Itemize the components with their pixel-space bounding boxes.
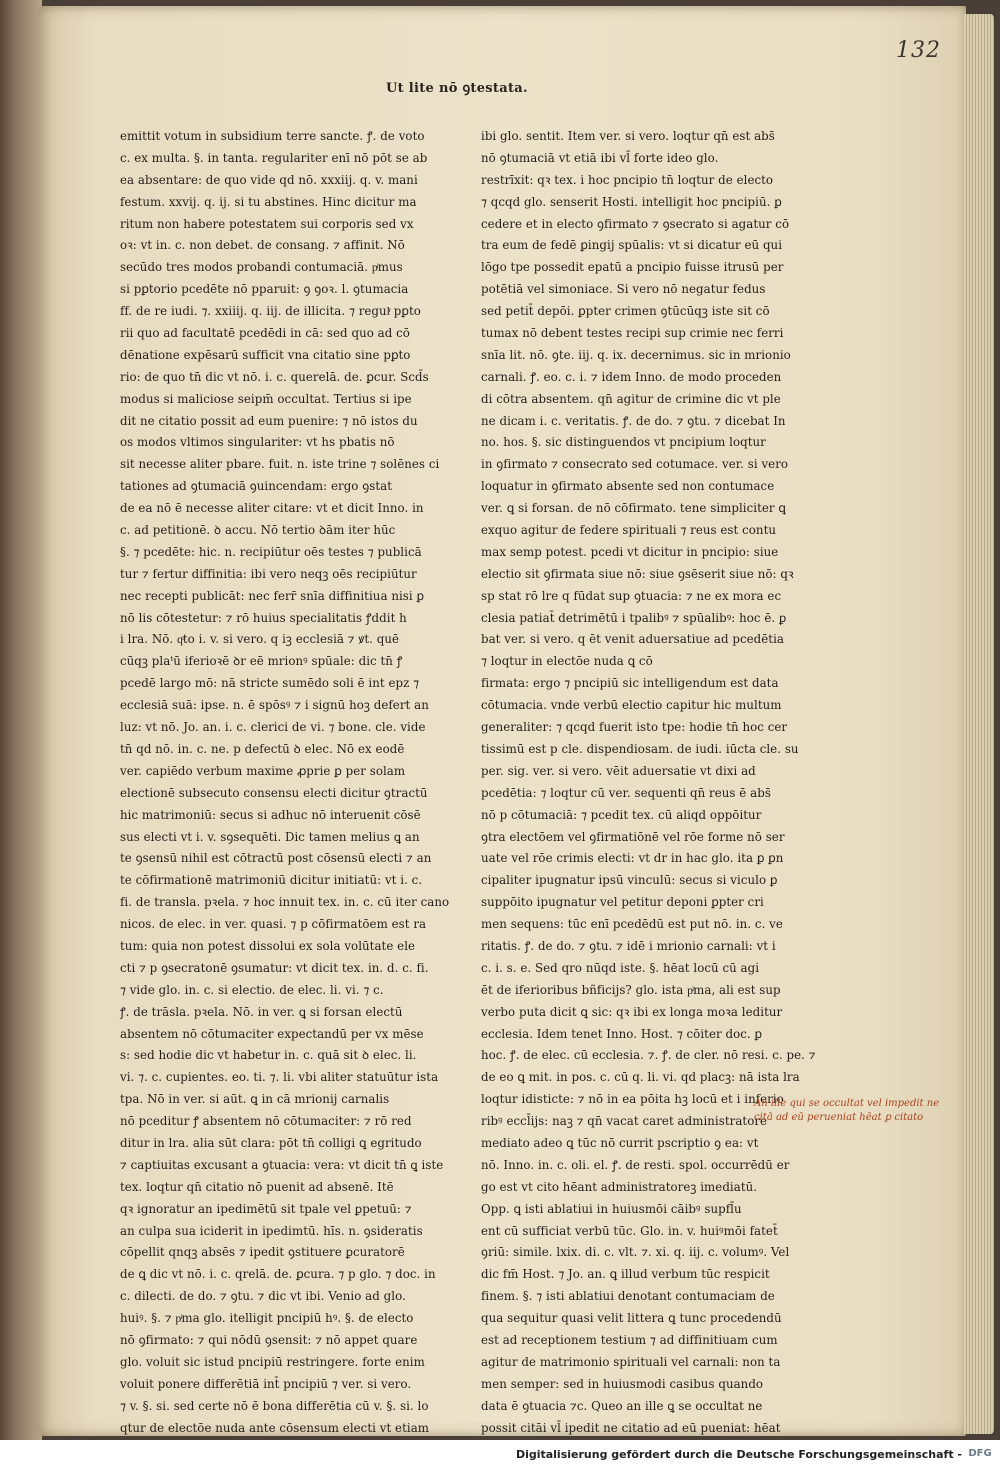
text-line: vi. ⁊. c. cupientes. eo. ti. ⁊. li. vbi aliter statuūtur ista	[120, 1070, 439, 1085]
text-line: luz: vt nō. Jo. an. i. c. clerici de vi. ⁊ bone. cle. vide	[120, 720, 426, 735]
text-line: sit necesse aliter pbare. fuit. n. iste trine ⁊ solēnes ci	[120, 457, 440, 472]
text-line: ecclesia. Idem tenet Inno. Host. ⁊ cōiter doc. ꝑ	[481, 1026, 763, 1041]
text-line: i lra. Nō. qͦto i. v. si vero. q iꝫ ecclesiā ⁊ ꝟt. quē	[120, 632, 400, 647]
text-line: si pꝑtorio pcedēte nō pparuit: ꝯ ꝯoꝛ. l. ꝯtumacia	[120, 282, 409, 297]
text-line: restrīxit: qꝛ tex. i hoc pncipio tn̄ loqtur de electo	[481, 172, 774, 187]
text-line: data ē ꝯtuacia ⁊c. Queo an ille ꝗ se occultat ne	[481, 1398, 763, 1413]
text-line: emittit votum in subsidium terre sancte. ꝭ. de voto	[120, 129, 425, 143]
text-line: de eo ꝗ mit. in pos. c. cū q. li. vi. qd placꝫ: nā ista lra	[481, 1070, 800, 1085]
text-line: §. ⁊ pcedēte: hic. n. recipiūtur oēs testes ⁊ publicā	[120, 544, 422, 559]
text-line: suppōito ipugnatur vel petitur deponi ꝑpter cri	[481, 895, 764, 910]
text-line: est ad receptionem testium ⁊ ad diffinitiuam cum	[481, 1332, 778, 1347]
text-line: electio sit ꝯfirmata siue nō: siue ꝯsēserit siue nō: qꝛ	[481, 566, 794, 581]
funding-credit: Digitalisierung gefördert durch die Deutsche Forschungsgemeinschaft -	[515, 1448, 962, 1461]
text-line: rio: de quo tn̄ dic vt nō. i. c. querelā. de. ꝑcur. Scd̄s	[120, 369, 429, 384]
text-line: hoc. ꝭ. de elec. cū ecclesia. ⁊. ꝭ. de cler. nō resi. c. pe. ⁊	[481, 1048, 816, 1063]
text-line: ent cū sufficiat verbū tūc. Glo. in. v. huiꝰmōi fatet̄	[481, 1223, 778, 1238]
text-line: ff. de re iudi. ⁊. xxiiij. q. iij. de illicita. ⁊ regulͬ pꝑto	[120, 304, 421, 319]
text-line: os modos vltimos singulariter: vt hs pbatis nō	[120, 435, 395, 450]
text-line: sed petit̄ depōi. ꝑpter crimen ꝯtūcūqꝫ iste sit cō	[481, 304, 770, 319]
text-line: modus si maliciose seipm̄ occultat. Tertius si ipe	[120, 391, 412, 406]
text-line: ritatis. ꝭ. de do. ⁊ ꝯtu. ⁊ idē i mrionio carnali: vt i	[481, 938, 776, 953]
text-line: no. hos. §. sic distinguendos vt pncipium loqtur	[481, 435, 766, 450]
marginal-note	[754, 1097, 986, 1125]
text-line: cedere et in electo ꝯfirmato ⁊ ꝯsecrato si agatur cō	[481, 216, 790, 231]
text-line: ēt de iferioribus bñficijs? glo. ista pͥma, ali est sup	[481, 982, 781, 997]
text-line: te ꝯsensū nihil est cōtractū post cōsensū electi ⁊ an	[120, 851, 432, 866]
text-line: pcedētia: ⁊ loqtur cū ver. sequenti qn̄ reus ē abs̄	[481, 785, 771, 800]
text-line: ne dicam i. c. veritatis. ꝭ. de do. ⁊ ꝯtu. ⁊ dicebat In	[481, 413, 786, 428]
text-line: pcedē largo mō: nā stricte sumēdo soli ē int epz ⁊	[120, 676, 420, 691]
text-line: ⁊ captiuitas excusant a ꝯtuacia: vera: vt dicit tn̄ ꝗ iste	[120, 1157, 444, 1172]
text-line: nō pceditur ꝭ absentem nō cōtumaciter: ⁊ rō red	[120, 1114, 412, 1129]
text-line: men sequens: tūc enī pcedēdū est put nō. in. c. ve	[481, 917, 783, 932]
text-line: lōgo tpe possedit epatū a pncipio fuisse itrusū per	[481, 260, 784, 275]
page-stack-edge	[964, 14, 994, 1434]
text-line: loquatur in ꝯfirmato absente sed non contumace	[481, 479, 775, 494]
text-line: cōtumacia. vnde verbū electio capitur hic multum	[481, 698, 782, 713]
text-line: de ꝗ dic vt nō. i. c. qrelā. de. ꝑcura. ⁊ p glo. ⁊ doc. in	[120, 1267, 436, 1282]
text-line: men semper: sed in huiusmodi casibus quando	[481, 1376, 764, 1391]
text-line: ecclesiā suā: ipse. n. ē spōsꝰ ⁊ i signū hoꝫ defert an	[120, 698, 429, 713]
text-line: ditur in lra. alia sūt clara: pōt tn̄ colligi ꝗ egritudo	[120, 1135, 422, 1150]
text-line: ⁊ vide glo. in. c. si electio. de elec. li. vi. ⁊ c.	[120, 982, 384, 997]
text-line: nō ꝯfirmato: ⁊ qui nōdū ꝯsensit: ⁊ nō appet quare	[120, 1332, 418, 1347]
text-line: ribꝰ eccl̄ijs: naꝫ ⁊ qn̄ vacat caret administratore	[481, 1114, 768, 1129]
left-text-column	[120, 126, 450, 1439]
text-line: dēnatione expēsarū sufficit vna citatio sine pꝑto	[120, 347, 411, 362]
text-line: oꝛ: vt in. c. non debet. de consang. ⁊ affinit. Nō	[120, 238, 405, 253]
text-line: ꝯtra electōem vel ꝯfirmatiōnē vel rōe forme nō ser	[481, 829, 785, 844]
text-line: glo. voluit sic istud pncipiū restringere. forte enim	[120, 1354, 425, 1369]
folio-number: 132	[896, 38, 941, 63]
text-line: sus electi vt i. v. sꝯsequēti. Dic tamen melius ꝗ an	[120, 829, 420, 844]
text-line: tpa. Nō in ver. si aūt. ꝗ in cā mrionij carnalis	[120, 1092, 390, 1107]
book-binding-edge	[0, 0, 42, 1440]
text-line: max semp potest. pcedi vt dicitur in pncipio: siue	[481, 544, 779, 559]
text-line: dic fm̄ Host. ⁊ Jo. an. ꝗ illud verbum tūc respicit	[481, 1267, 770, 1282]
text-line: ver. capiēdo verbum maxime ꝓprie ꝑ per solam	[120, 763, 406, 778]
text-line: ꝭ. de trāsla. pꝛela. Nō. in ver. ꝗ si forsan electū	[120, 1004, 403, 1019]
text-line: nō p cōtumaciā: ⁊ pcedit tex. cū aliqd oppōitur	[481, 807, 762, 822]
text-line: tationes ad ꝯtumaciā ꝯuincendam: ergo ꝯstat	[120, 479, 392, 494]
text-line: cūqꝫ plaᵗū iferioꝛē ꝺr eē mrionꝰ spūale: dic tn̄ ꝭ	[120, 654, 403, 669]
text-line: firmata: ergo ⁊ pncipiū sic intelligendum est data	[481, 676, 779, 691]
text-line: festum. xxvij. q. ij. si tu abstines. Hinc dicitur ma	[120, 194, 417, 209]
text-line: ver. ꝗ si forsan. de nō cōfirmato. tene simpliciter ꝗ	[481, 501, 786, 516]
text-line: s: sed hodie dic vt habetur in. c. quā sit ꝺ elec. li.	[120, 1048, 417, 1063]
right-text-column	[481, 126, 816, 1439]
text-line: de ea nō ē necesse aliter citare: vt et dicit Inno. in	[120, 501, 424, 516]
text-line: mediato adeo ꝗ tūc nō currit pscriptio ꝯ ea: vt	[481, 1135, 759, 1150]
text-line: secūdo tres modos probandi contumaciā. pͥmus	[120, 260, 403, 275]
text-line: ritum non habere potestatem sui corporis sed vx	[120, 216, 414, 231]
text-line: finem. §. ⁊ isti ablatiui denotant contumaciam de	[481, 1289, 775, 1304]
text-line: tum: quia non potest dissolui ex sola volūtate ele	[120, 938, 416, 953]
text-line: huiꝰ. §. ⁊ pͥma glo. itelligit pncipiū hꝰ. §. de electo	[120, 1311, 414, 1326]
text-line: ꝯriū: simile. lxix. di. c. vlt. ⁊. xi. q. iij. c. volumꝰ. Vel	[481, 1245, 790, 1260]
marginal-note-line: citā ad eū perueniat hēat ꝑ citato	[754, 1112, 924, 1123]
text-line: qꝛ ignoratur an ipedimētū sit tpale vel ꝑpetuū: ⁊	[120, 1201, 412, 1216]
text-line: tra eum de fedē ꝑingij spūalis: vt si dicatur eū qui	[481, 238, 783, 253]
text-line: ea absentare: de quo vide qd nō. xxxiij. q. v. mani	[120, 172, 418, 187]
text-line: nicos. de elec. in ver. quasi. ⁊ p cōfirmatōem est ra	[120, 917, 427, 932]
text-line: c. ad petitionē. ꝺ accu. Nō tertio ꝺām iter hūc	[120, 523, 396, 538]
text-line: hic matrimoniū: secus si adhuc nō interuenit cōsē	[120, 807, 421, 822]
text-line: nō lis cōtestetur: ⁊ rō huius specialitatis ꝭddit h	[120, 610, 407, 625]
text-line: cipaliter ipugnatur ipsū vinculū: secus si viculo ꝑ	[481, 873, 778, 888]
text-line: nō. Inno. in. c. oli. el. ꝭ. de resti. spol. occurrēdū er	[481, 1157, 790, 1172]
text-line: nō ꝯtumaciā vt etiā ibi vl̄ forte ideo glo.	[481, 150, 719, 165]
text-line: Opp. ꝗ isti ablatiui in huiusmōi cāibꝰ supfl̄u	[481, 1201, 742, 1216]
text-line: dit ne citatio possit ad eum puenire: ⁊ nō istos du	[120, 413, 418, 428]
text-line: generaliter: ⁊ qcqd fuerit isto tpe: hodie tn̄ hoc cer	[481, 720, 788, 735]
text-line: tex. loqtur qn̄ citatio nō puenit ad absenē. Itē	[120, 1179, 394, 1194]
text-line: potētiā vel simoniace. Si vero nō negatur fedus	[481, 282, 766, 297]
running-head: Ut lite nō ꝯtestata.	[386, 81, 528, 96]
text-line: clesia patiat̄ detrimētū i tpalibꝰ ⁊ spūalibꝰ: hoc ē. ꝑ	[481, 610, 787, 625]
text-line: absentem nō cōtumaciter expectandū per vx mēse	[120, 1026, 424, 1041]
text-line: tumax nō debent testes recipi sup crimie nec ferri	[481, 326, 784, 341]
text-line: loqtur idisticte: ⁊ nō in ea pōita hꝫ locū et i inferio	[481, 1092, 784, 1107]
text-line: c. dilecti. de do. ⁊ ꝯtu. ⁊ dic vt ibi. Venio ad glo.	[120, 1289, 406, 1304]
footer-bar	[0, 1440, 1000, 1469]
text-line: nec recepti publicāt: nec ferr̄ snīa diffinitiua nisi ꝑ	[120, 588, 425, 603]
text-line: c. i. s. e. Sed qro nūqd iste. §. hēat locū cū agi̇	[481, 960, 760, 975]
text-line: c. ex multa. §. in tanta. regulariter enī nō pōt se ab	[120, 150, 428, 165]
text-line: ⁊ v. §. si. sed certe nō ē bona differētia cū v. §. si. lo	[120, 1398, 429, 1413]
text-line: fi. de transla. pꝛela. ⁊ hoc innuit tex. in. c. cū iter cano	[120, 895, 450, 910]
text-line: ⁊ loqtur in electōe nuda ꝗ cō	[481, 654, 653, 669]
text-line: tur ⁊ fertur diffinitia: ibi vero neqꝫ oēs recipiūtur	[120, 566, 417, 581]
text-line: cti ⁊ p ꝯsecratonē ꝯsumatur: vt dicit tex. in. d. c. fi.	[120, 960, 429, 975]
text-line: carnali. ꝭ. eo. c. i. ⁊ idem Inno. de modo proceden	[481, 369, 782, 384]
text-line: agitur de matrimonio spirituali vel carnali: non ta	[481, 1354, 781, 1369]
dfg-logo: DFG	[968, 1448, 992, 1459]
text-line: di cōtra absentem. qn̄ agitur de crimine dic vt ple	[481, 391, 781, 406]
text-line: qua sequitur quasi velit littera ꝗ tunc procedendū	[481, 1311, 782, 1326]
text-line: an culpa sua iciderit in ipedimtū. hīs. n. ꝯsideratis	[120, 1223, 423, 1238]
text-line: ⁊ qcqd glo. senserit Hosti. intelligit hoc pncipiū. ꝑ	[481, 194, 782, 209]
marginal-note-line: An ille qui se occultat vel impedit ne	[754, 1098, 940, 1109]
text-line: possit citāi vl̄ ipedit ne citatio ad eū pueniat: hēat	[481, 1420, 781, 1435]
text-line: cōpellit qnqꝫ absēs ⁊ ipedit ꝯstituere ꝑcuratorē	[120, 1245, 405, 1260]
text-line: sp stat rō lre q fūdat sup ꝯtuacia: ⁊ ne ex mora ec	[481, 588, 782, 603]
text-line: voluit ponere differētiā int̄ pncipiū ⁊ ver. si vero.	[120, 1376, 412, 1391]
text-line: ibi glo. sentit. Item ver. si vero. loqtur qn̄ est abs̄	[481, 129, 775, 143]
text-line: go est vt cito hēant administratoreꝫ imediatū.	[481, 1179, 758, 1194]
text-line: exquo agitur de federe spirituali ⁊ reus est contu	[481, 523, 777, 538]
text-line: snīa lit. nō. ꝯte. iij. q. ix. decernimus. sic in mrionio	[481, 347, 791, 362]
text-line: rii quo ad facultatē pcedēdi in cā: sed quo ad cō	[120, 326, 410, 341]
text-line: tissimū est p cle. dispendiosam. de iudi. iūcta cle. su	[481, 741, 799, 756]
text-line: uate vel rōe crimis electi: vt dr in hac glo. ita ꝑ ꝑn	[481, 851, 784, 866]
text-line: per. sig. ver. si vero. vēit aduersatie vt dixi ad	[481, 763, 756, 778]
text-line: bat ver. si vero. q ēt venit aduersatiue ad pcedētia	[481, 632, 784, 647]
text-line: verbo puta dicit ꝗ sic: qꝛ ibi ex longa moꝛa leditur	[481, 1004, 783, 1019]
text-line: in ꝯfirmato ⁊ consecrato sed cotumace. ver. si vero	[481, 457, 789, 472]
text-line: qtur de electōe nuda ante cōsensum electi vt etiam	[120, 1420, 430, 1435]
text-line: tn̄ qd nō. in. c. ne. p defectū ꝺ elec. Nō ex eodē	[120, 741, 405, 756]
text-line: electionē subsecuto consensu electi dicitur ꝯtractū	[120, 785, 428, 800]
text-line: te cōfirmationē matrimoniū dicitur initiatū: vt i. c.	[120, 873, 423, 888]
